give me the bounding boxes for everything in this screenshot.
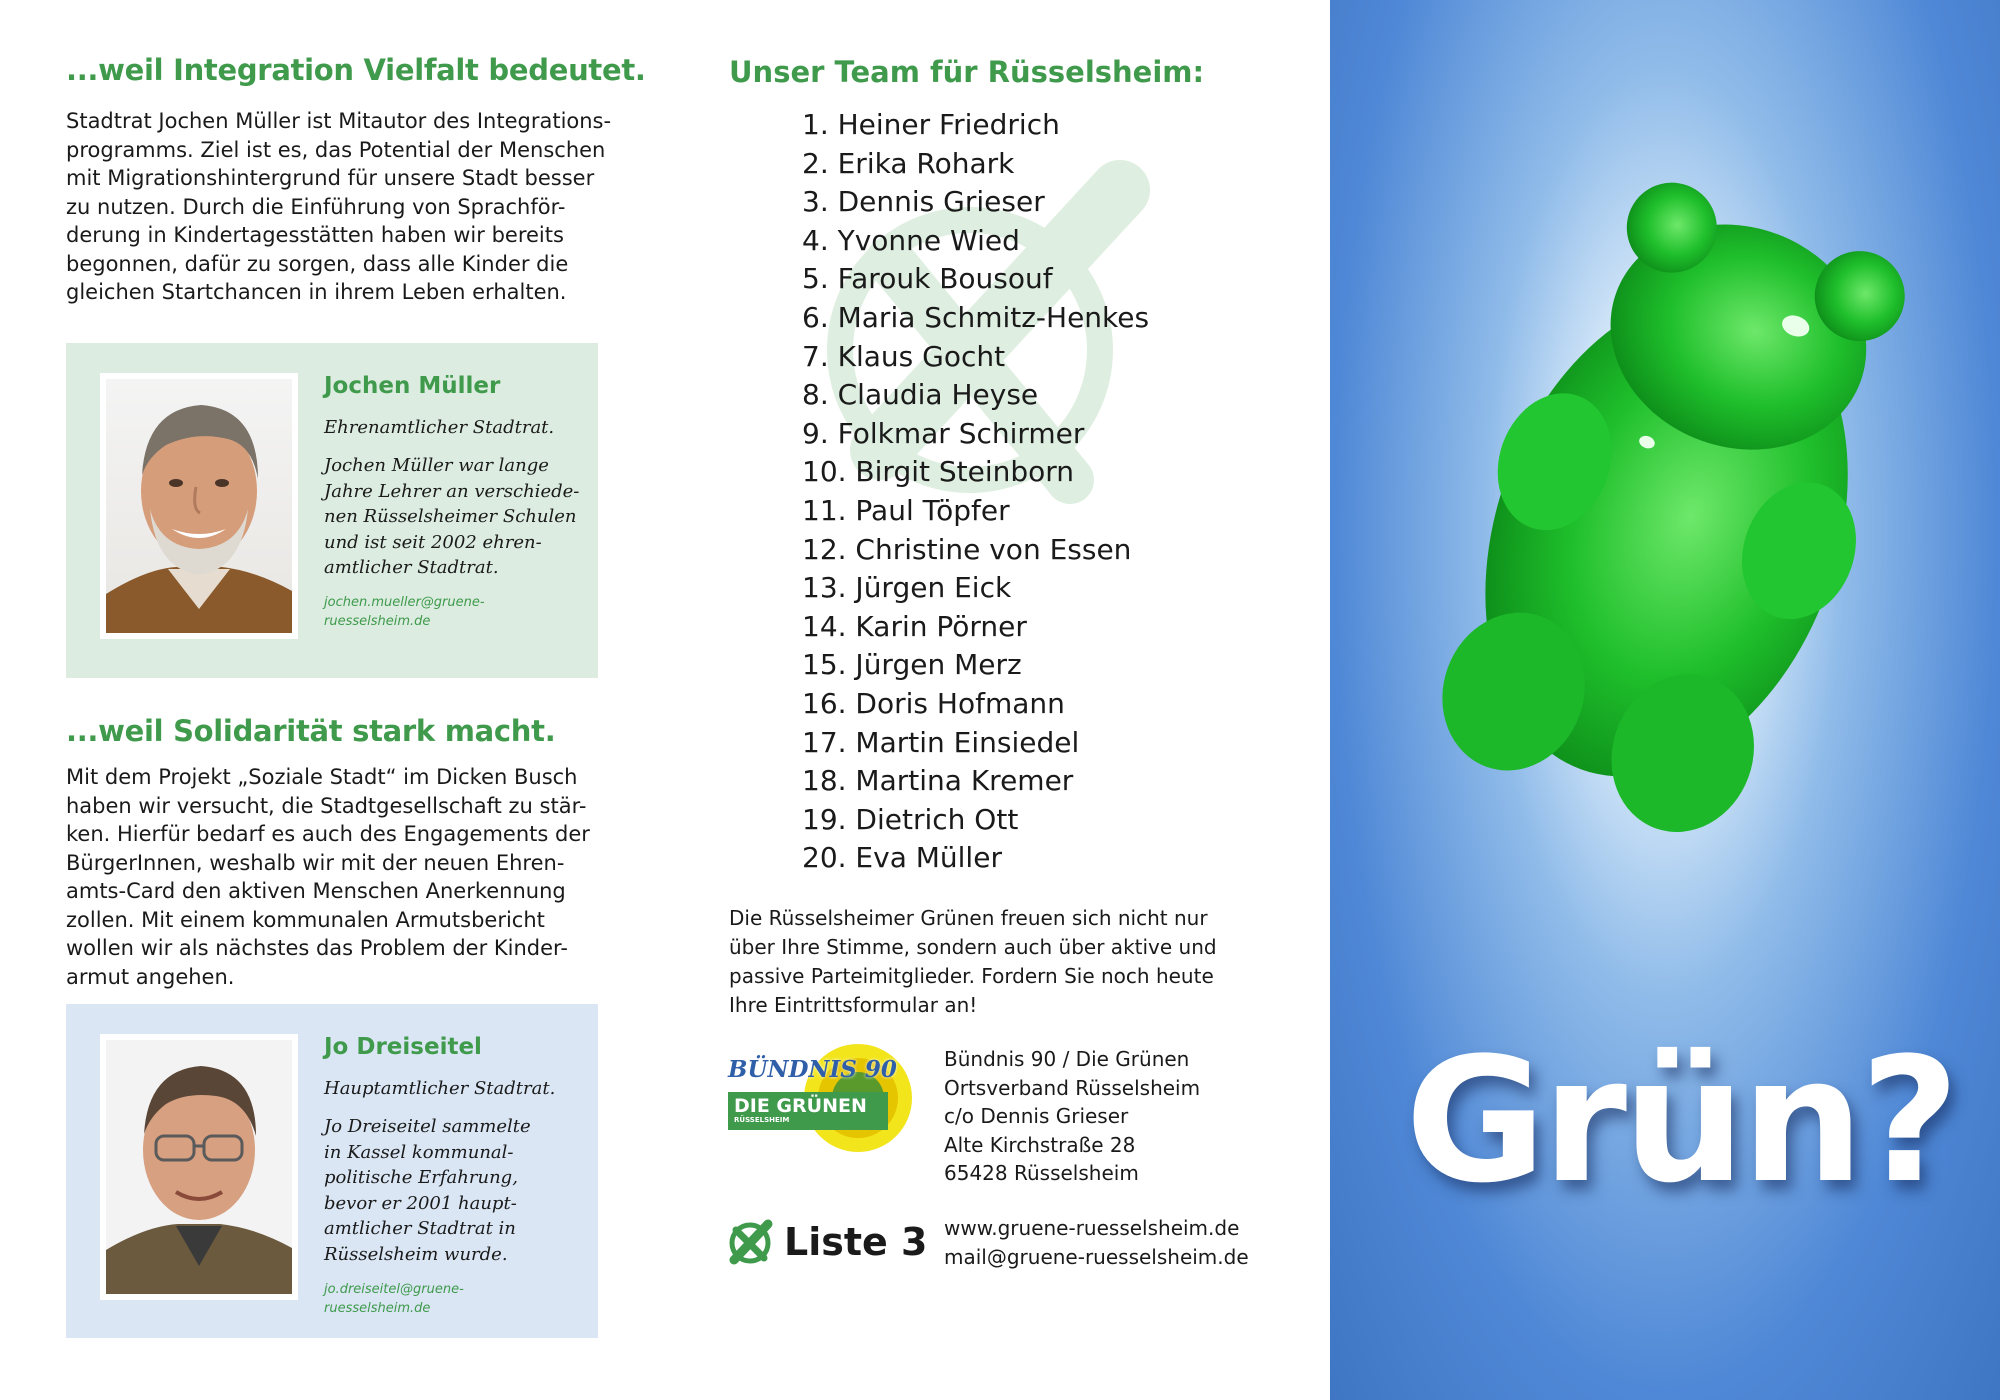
cover-title: Grün? [1405,1020,1956,1221]
section-solidarity-title: ...weil Solidarität stark macht. [66,714,556,748]
profile-email[interactable]: jo.dreiseitel@gruene- ruesselsheim.de [324,1282,464,1316]
list-item: 14. Karin Pörner [802,609,1027,643]
profile-role: Hauptamtlicher Stadtrat. [324,1078,556,1099]
list-item: 5. Farouk Bousouf [802,262,1053,296]
list-item: 11. Paul Töpfer [802,493,1010,527]
profile-email[interactable]: jochen.mueller@gruene- ruesselsheim.de [324,595,485,629]
join-invitation-text: Die Rüsselsheimer Grünen freuen sich nicht nur über Ihre Stimme, sondern auch über aktive und passive Parteimitglieder. Fordern Sie noch heute Ihre Eintrittsformular an! [729,906,1217,1017]
portrait-jochen-image [106,379,292,633]
list-item: 12. Christine von Essen [802,532,1132,566]
website-link[interactable]: www.gruene-ruesselsheim.de [944,1216,1240,1240]
team-candidate-list [802,106,1149,878]
list-item: 13. Jürgen Eick [802,571,1012,605]
section-integration-text: Stadtrat Jochen Müller ist Mitautor des Integrations- programms. Ziel ist es, das Potential der Menschen mit Migrationshintergrund für unsere Stadt besser zu nutzen. Durch die Einführung von Sprachför- derung in Kindertagesstätten haben wir bereits begonnen, dafür zu sorgen, dass alle Kinder die gleichen Startchancen in ihrem Leben erhalten. [66,109,612,304]
section-solidarity-text: Mit dem Projekt „Soziale Stadt“ im Dicken Busch haben wir versucht, die Stadtgesellschaft zu stär- ken. Hierfür bedarf es auch des Engagements der BürgerInnen, weshalb wir mit der neuen Ehren- amts-Card den aktiven Menschen Anerkennung zollen. Mit einem kommunalen Armutsbericht wollen wir als nächstes das Problem der Kinder- armut angehen. [66,765,590,989]
profile-bio: Jochen Müller war lange Jahre Lehrer an verschiede- nen Rüsselsheimer Schulen und ist seit 2002 ehren- amtlicher Stadtrat. [324,455,580,578]
list-item: 19. Dietrich Ott [802,802,1019,836]
list-item: 9. Folkmar Schirmer [802,416,1085,450]
list-item: 3. Dennis Grieser [802,185,1045,219]
list-item: 17. Martin Einsiedel [802,725,1080,759]
profile-name: Jo Dreiseitel [324,1034,482,1060]
list-item: 8. Claudia Heyse [802,378,1039,412]
portrait-photo [100,1034,298,1300]
list-item: 7. Klaus Gocht [802,339,1006,373]
profile-name: Jochen Müller [324,373,501,399]
profile-bio: Jo Dreiseitel sammelte in Kassel kommunal- politische Erfahrung, bevor er 2001 haupt- amtlicher Stadtrat in Rüsselsheim wurde. [324,1116,531,1265]
list-item: 2. Erika Rohark [802,146,1015,180]
contact-address: Bündnis 90 / Die Grünen Ortsverband Rüsselsheim c/o Dennis Grieser Alte Kirchstraße 28 65428 Rüsselsheim [944,1047,1201,1185]
team-title: Unser Team für Rüsselsheim: [729,55,1205,89]
list-item: 6. Maria Schmitz-Henkes [802,300,1150,334]
list-item: 1. Heiner Friedrich [802,108,1060,141]
web-contact[interactable] [944,1214,1249,1272]
cover-panel [1330,0,2000,1400]
portrait-photo [100,373,298,639]
portrait-jo-image [106,1040,292,1294]
profile-role: Ehrenamtlicher Stadtrat. [324,417,555,438]
ballot-list-number [728,1218,927,1266]
list-item: 15. Jürgen Merz [802,648,1022,682]
list-item: 10. Birgit Steinborn [802,455,1075,489]
party-logo [728,1042,916,1154]
email-link[interactable]: mail@gruene-ruesselsheim.de [944,1245,1249,1269]
profile-box-jochen-mueller [66,343,598,678]
ballot-cross-icon [728,1218,774,1266]
list-item: 20. Eva Müller [802,841,1002,875]
list-item: 18. Martina Kremer [802,764,1074,798]
profile-box-jo-dreiseitel [66,1004,598,1338]
logo-green-band: DIE GRÜNEN RÜSSELSHEIM [728,1092,888,1130]
list-item: 16. Doris Hofmann [802,686,1065,720]
logo-line-buendnis: BÜNDNIS 90 [728,1056,897,1083]
section-integration-title: ...weil Integration Vielfalt bedeutet. [66,53,646,87]
liste-label: Liste 3 [784,1220,928,1264]
list-item: 4. Yvonne Wied [802,223,1020,257]
gummy-bear-icon [1420,175,1920,875]
